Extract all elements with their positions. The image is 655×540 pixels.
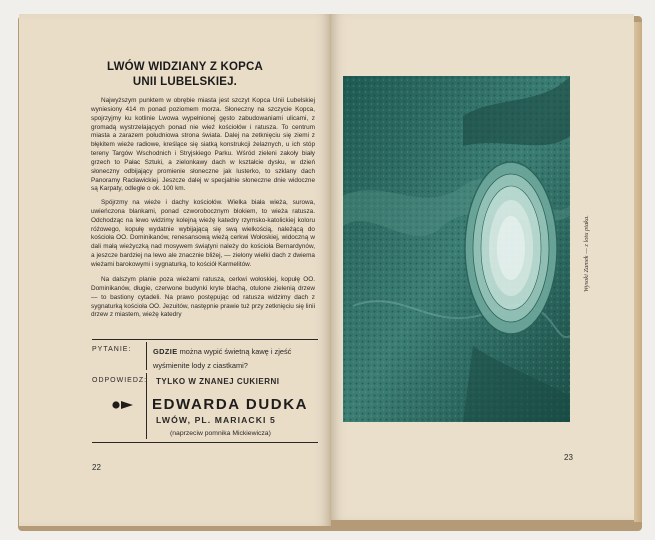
shop-name: EDWARDA DUDKA bbox=[152, 396, 309, 413]
answer-label: ODPOWIEDZ: bbox=[92, 377, 148, 384]
question-divider bbox=[146, 342, 147, 370]
left-page bbox=[19, 14, 331, 526]
question-body: można wypić świetną kawę i zjeść wyśmienite lody z ciastkami? bbox=[153, 347, 292, 370]
article-title: LWÓW WIDZIANY Z KOPCA UNII LUBELSKIEJ. bbox=[106, 61, 264, 88]
article-paragraph-2: Spójrzmy na wieże i dachy kościołów. Wielka biała wieża, surowa, uwieńczona blankami, ponad czworobocznym blokiem, to wieża ratusza. Odchodząc na lewo widzimy kolejną wieżę katedry rzymsko-katolickiej koloru różowego, kopułę wydatnie wybijającą się swą wielkością, należącą do kościoła OO. Dominikanów, renesansową wieżą cerkwi Wołoskiej, widoczną w dali małą wieżyczką nad mosywem świątyni należy do kościoła Bernardynów, a jeszcze bardziej na lewo ale znacznie bliżej, — zielony wielki dach z dwiema wieżami barokowymi i sygnaturką, to kościół Karmelitów. bbox=[91, 199, 315, 268]
question-label: PYTANIE: bbox=[92, 346, 132, 353]
article-paragraph-1: Najwyższym punktem w obrębie miasta jest szczyt Kopca Unii Lubelskiej wyniesiony 414 m ponad poziomem morza. Słoneczny na szczycie Kopca, spojrzyjmy ku kotlinie Lwowa wypełnionej gęsto zabudowaniami ulicami, z gromadą wystrzelających ponad nie wież kościołów i ratusza. To centrum miasta a zarazem południowa strona świata. Dalej na zetknięciu się ziemi z błękitem wieże radiowe, kreślące się siatką konstrukcji żelaznych, u ich stóp tereny Targów Wschodnich i Stryjskiego Parku. Wśród zieleni zakoły biały grzech to Pałac Sztuki, a zielonkawy dach w kształcie dysku, w dzień słoneczny odbijający promienie słoneczne jak lusterko, to szklany dach Panoramy Racławickiej. Jeszcze dalej w specjalnie słoneczne dnie widoczne są Karpaty, odległe o ok. 100 km. bbox=[91, 97, 315, 193]
pointing-hand-icon bbox=[112, 400, 134, 410]
photo-caption: Wysoki Zamek — z lotu ptaka. bbox=[583, 215, 590, 292]
ad-bottom-rule bbox=[92, 442, 318, 443]
page-number-right: 23 bbox=[564, 453, 573, 462]
shop-address: LWÓW, PL. MARIACKI 5 bbox=[156, 415, 276, 425]
answer-intro: TYLKO W ZNANEJ CUKIERNI bbox=[156, 377, 280, 386]
ad-top-rule bbox=[92, 339, 318, 340]
page-block-edge bbox=[634, 22, 642, 522]
question-lead: GDZIE bbox=[153, 347, 178, 356]
aerial-photo bbox=[343, 76, 570, 422]
article-paragraph-3: Na dalszym planie poza wieżami ratusza, cerkwi wołoskiej, kopułę OO. Dominikanów, długie, czerwone budynki kryte blachą, otulone zielenią drzew — to bastiony cytadeli. Na prawo postępując od ratusza widzimy dach z sygnaturką kościoła OO. Jezuitów, następnie prawie tuż przy zetknięciu się linii drzew z miastem, wieżę katedry bbox=[91, 276, 315, 319]
page-number-left: 22 bbox=[92, 463, 101, 472]
question-text bbox=[153, 345, 321, 373]
shop-landmark: (naprzeciw pomnika Mickiewicza) bbox=[170, 430, 271, 437]
